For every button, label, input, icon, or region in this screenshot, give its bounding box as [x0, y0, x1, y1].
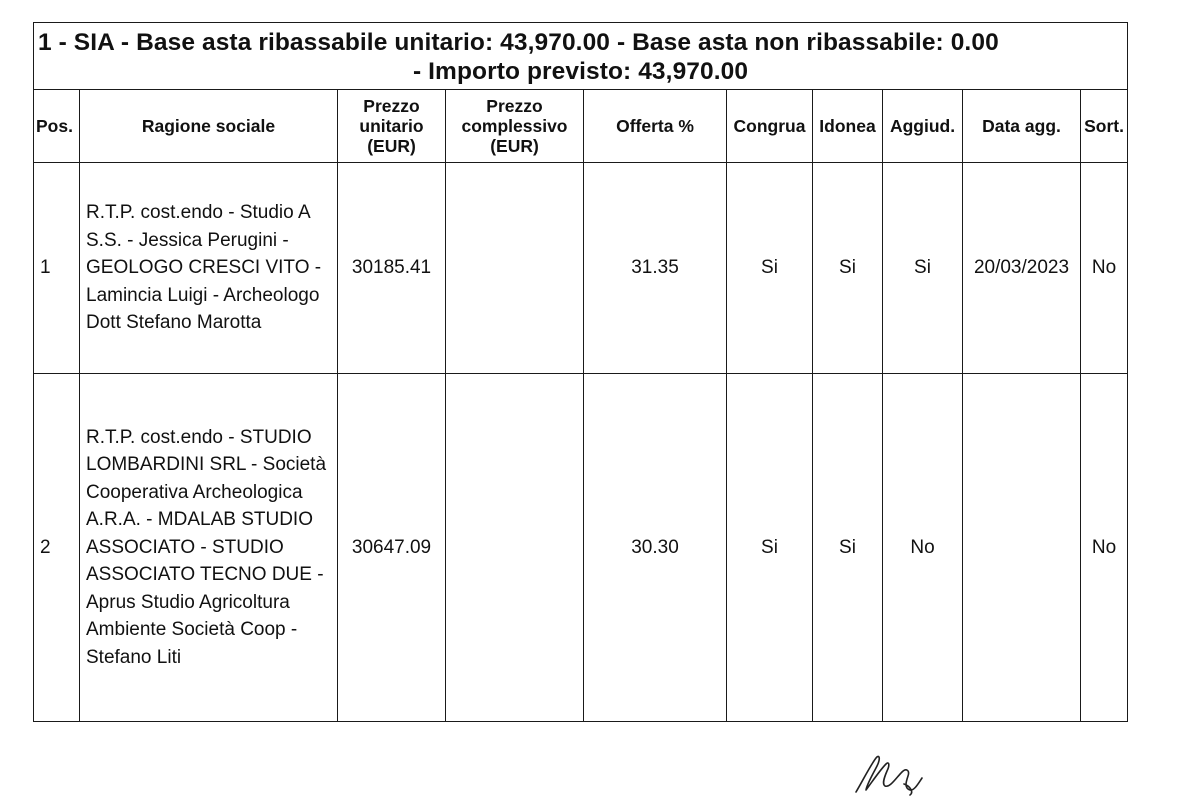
bids-table	[33, 22, 1128, 722]
col-header-pos: Pos.	[34, 90, 80, 163]
col-header-offerta: Offerta %	[584, 90, 727, 163]
col-header-sort: Sort.	[1081, 90, 1128, 163]
cell-sort: No	[1081, 163, 1128, 374]
cell-prezzo-complessivo	[446, 163, 584, 374]
col-header-prezzo-unitario: Prezzo unitario (EUR)	[338, 90, 446, 163]
col-header-idonea: Idonea	[813, 90, 883, 163]
lot-title-line-1: 1 - SIA - Base asta ribassabile unitario: 43,970.00 - Base asta non ribassabile: 0.00	[38, 29, 999, 56]
cell-data-agg	[963, 374, 1081, 722]
col-header-data-agg: Data agg.	[963, 90, 1081, 163]
lot-title-line-2: - Importo previsto: 43,970.00	[412, 58, 749, 85]
cell-offerta: 31.35	[584, 163, 727, 374]
table-row	[34, 374, 1128, 722]
cell-idonea: Si	[813, 163, 883, 374]
col-header-congrua: Congrua	[727, 90, 813, 163]
cell-congrua: Si	[727, 163, 813, 374]
handwritten-signature	[852, 752, 926, 796]
lot-title	[34, 23, 1128, 90]
cell-prezzo-unitario: 30647.09	[338, 374, 446, 722]
cell-ragione-sociale: R.T.P. cost.endo - Studio A S.S. - Jessica Perugini - GEOLOGO CRESCI VITO - Lamincia Luigi - Archeologo Dott Stefano Marotta	[80, 163, 338, 374]
cell-aggiud: No	[883, 374, 963, 722]
cell-sort: No	[1081, 374, 1128, 722]
header-row	[34, 90, 1128, 163]
cell-idonea: Si	[813, 374, 883, 722]
col-header-ragione-sociale: Ragione sociale	[80, 90, 338, 163]
cell-pos: 2	[34, 374, 80, 722]
cell-pos: 1	[34, 163, 80, 374]
table-row	[34, 163, 1128, 374]
cell-prezzo-complessivo	[446, 374, 584, 722]
bids-document	[33, 22, 1127, 722]
cell-data-agg: 20/03/2023	[963, 163, 1081, 374]
col-header-aggiud: Aggiud.	[883, 90, 963, 163]
cell-congrua: Si	[727, 374, 813, 722]
cell-offerta: 30.30	[584, 374, 727, 722]
cell-prezzo-unitario: 30185.41	[338, 163, 446, 374]
col-header-prezzo-complessivo: Prezzo complessivo (EUR)	[446, 90, 584, 163]
cell-ragione-sociale: R.T.P. cost.endo - STUDIO LOMBARDINI SRL - Società Cooperativa Archeologica A.R.A. - MDALAB STUDIO ASSOCIATO - STUDIO ASSOCIATO TECNO DUE - Aprus Studio Agricoltura Ambiente Società Coop - Stefano Liti	[80, 374, 338, 722]
cell-aggiud: Si	[883, 163, 963, 374]
